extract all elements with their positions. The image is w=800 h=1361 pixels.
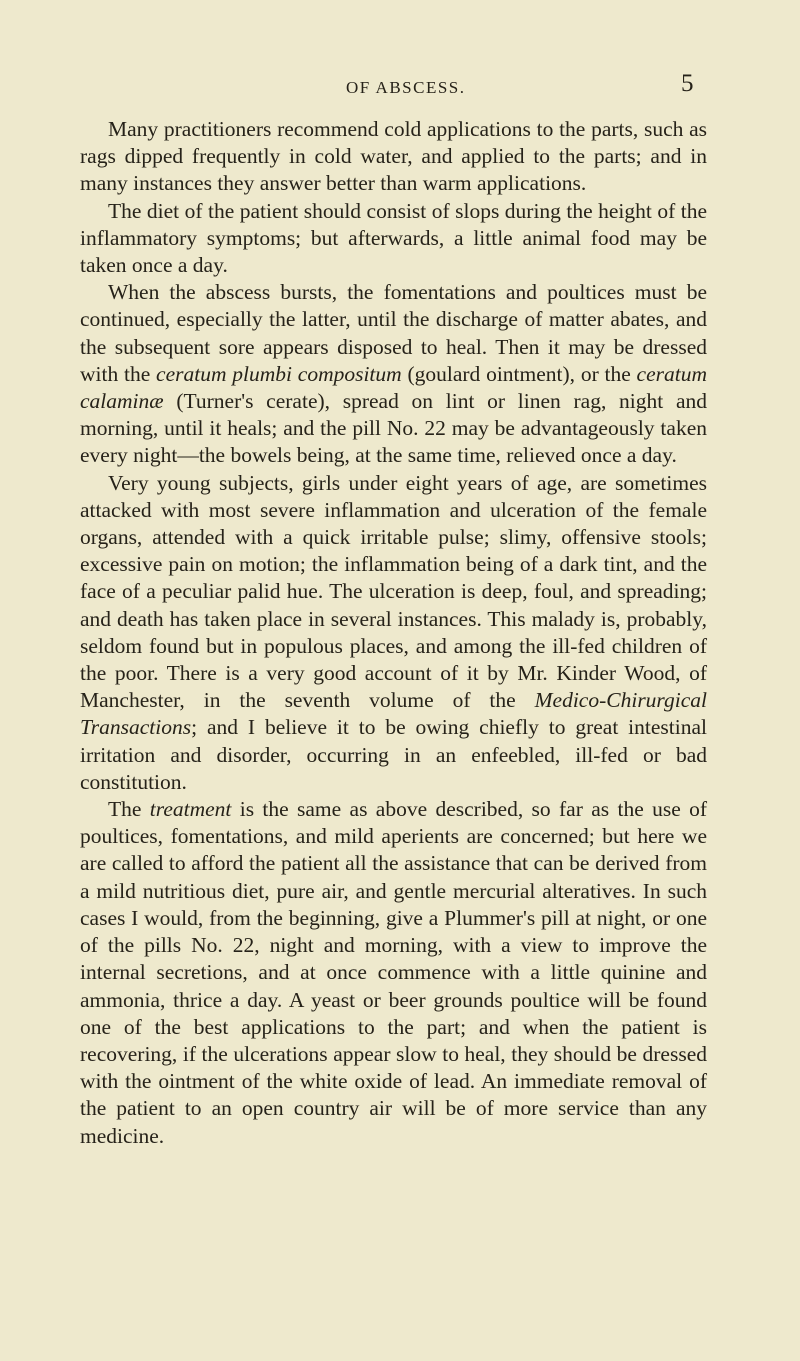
- text-run: (Turner's cerate), spread on lint or linen rag, night and morning, until it heals; and the pill No. 22 may be advantageously taken every night—the bowels being, at the same time, relieved once a day.: [80, 389, 707, 468]
- text-run: When the abscess bursts, the fomentations and poultices must be continued, especially the latter, until the discharge of matter abates, and the subsequent sore appears disposed to heal. Then it may be dressed with the: [80, 280, 707, 386]
- text-run: The: [108, 797, 150, 822]
- body-text: [80, 116, 707, 1150]
- running-head: OF ABSCESS.: [346, 78, 466, 97]
- text-run: (goulard ointment), or the: [401, 361, 637, 386]
- paragraph-abscess-bursts: [80, 279, 707, 469]
- italic-term: ceratum plumbi compositum: [156, 361, 402, 386]
- text-run: Many practitioners recommend cold applications to the parts, such as rags dipped frequently in cold water, and applied to the parts; and in many instances they answer better than warm applications.: [80, 117, 707, 196]
- text-run: is the same as above described, so far as the use of poultices, fomentations, and mild aperients are concerned; but here we are called to afford the patient all the assistance that can be derived from a mild nutritious diet, pure air, and gentle mercurial alteratives. In such cases I would, from the beginning, give a Plummer's pill at night, or one of the pills No. 22, night and morning, with a view to improve the internal secretions, and at once commence with a little quinine and ammonia, thrice a day. A yeast or beer grounds poultice will be found one of the best applications to the part; and when the patient is recovering, if the ulcerations appear slow to heal, they should be dressed with the ointment of the white oxide of lead. An immediate removal of the patient to an open country air will be of more service than any medicine.: [80, 797, 707, 1148]
- italic-term: Medico-Chirurgical Transactions: [80, 688, 707, 740]
- italic-term: ceratum calaminæ: [80, 361, 707, 414]
- text-run: The diet of the patient should consist of slops during the height of the inflammatory symptoms; but afterwards, a little animal food may be taken once a day.: [80, 198, 707, 278]
- italic-term: treatment: [149, 797, 232, 822]
- text-run: Very young subjects, girls under eight years of age, are sometimes attacked with most severe inflammation and ulceration of the female organs, attended with a quick irritable pulse; slimy, offensive stools; excessive pain on motion; the inflammation being of a dark tint, and the face of a peculiar palid hue. The ulceration is deep, foul, and spreading; and death has taken place in several instances. This malady is, probably, seldom found but in populous places, and among the ill-fed children of the poor. There is a very good account of it by Mr. Kinder Wood, of Manchester, in the seventh volume of the: [80, 470, 707, 713]
- page-number: 5: [681, 70, 694, 97]
- text-run: ; and I believe it to be owing chiefly to great intestinal irritation and disorder, occurring in an enfeebled, ill-fed or bad constitution.: [80, 715, 707, 794]
- paragraph-diet: [80, 198, 707, 280]
- paragraph-treatment: [80, 796, 707, 1150]
- paragraph-cold-applications: [80, 116, 707, 198]
- paragraph-young-subjects: [80, 470, 707, 796]
